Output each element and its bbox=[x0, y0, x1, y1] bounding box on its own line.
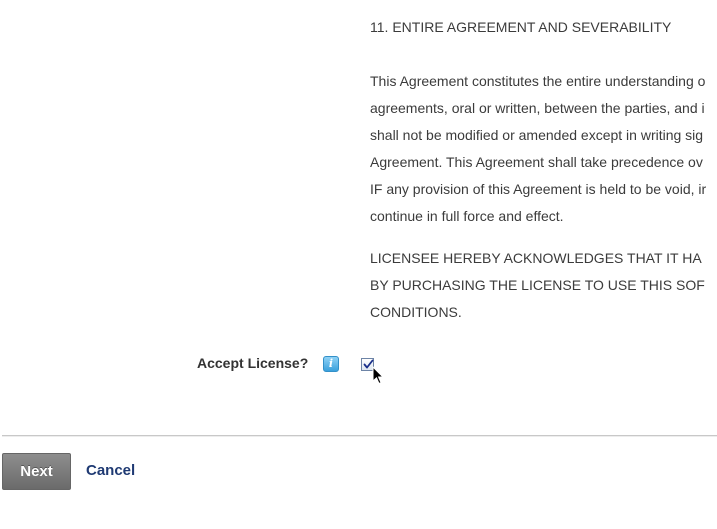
accept-license-label: Accept License? bbox=[197, 355, 309, 371]
text-line: IF any provision of this Agreement is held to be void, ir bbox=[370, 181, 707, 197]
section-heading: 11. ENTIRE AGREEMENT AND SEVERABILITY bbox=[370, 19, 672, 35]
info-icon[interactable]: i bbox=[323, 356, 339, 372]
checkmark-icon bbox=[363, 359, 374, 370]
text-line: This Agreement constitutes the entire understanding o bbox=[370, 73, 706, 89]
text-line: CONDITIONS. bbox=[370, 304, 462, 320]
next-button[interactable]: Next bbox=[2, 453, 71, 490]
footer-divider bbox=[2, 435, 717, 437]
cancel-link[interactable]: Cancel bbox=[86, 462, 136, 479]
license-paragraph bbox=[370, 68, 706, 230]
text-line: shall not be modified or amended except in writing sig bbox=[370, 127, 704, 143]
accept-license-checkbox[interactable] bbox=[361, 358, 374, 371]
text-line: LICENSEE HEREBY ACKNOWLEDGES THAT IT HA bbox=[370, 250, 702, 266]
text-line: BY PURCHASING THE LICENSE TO USE THIS SOF bbox=[370, 277, 705, 293]
text-line: Agreement. This Agreement shall take precedence ov bbox=[370, 154, 703, 170]
text-line: continue in full force and effect. bbox=[370, 208, 564, 224]
text-line: agreements, oral or written, between the parties, and i bbox=[370, 100, 705, 116]
license-acknowledgement-paragraph bbox=[370, 245, 705, 326]
